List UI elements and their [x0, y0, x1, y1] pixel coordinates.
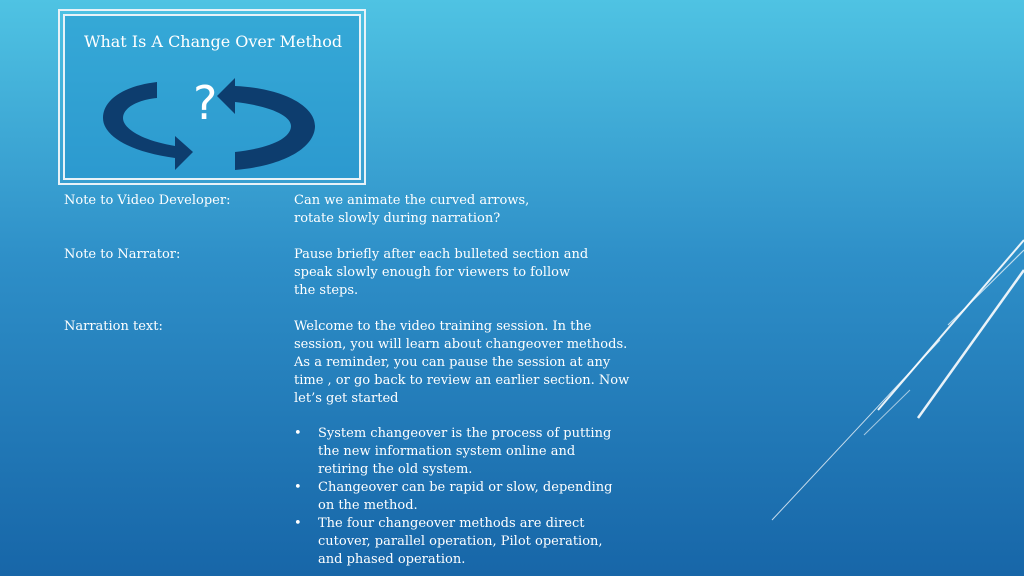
- left-curved-arrow: [103, 82, 193, 170]
- question-mark-icon: ?: [193, 76, 218, 130]
- decorative-lines: [760, 230, 1024, 530]
- title-inner: [63, 14, 361, 180]
- note-label-narration: Narration text:: [64, 319, 163, 334]
- list-item: • Changeover can be rapid or slow, depending on the method.: [294, 479, 614, 515]
- title-box: [58, 9, 366, 185]
- list-item: • System changeover is the process of putting the new information system online and retiring the old system.: [294, 425, 614, 479]
- deco-line-1: [878, 240, 1024, 410]
- note-value-developer: Can we animate the curved arrows, rotate slowly during narration?: [294, 193, 530, 226]
- slide-title: What Is A Change Over Method: [84, 32, 343, 51]
- list-item: • The four changeover methods are direct cutover, parallel operation, Pilot operation, and phased operation.: [294, 515, 614, 569]
- right-curved-arrow: [217, 78, 315, 170]
- bullet-list: [294, 425, 614, 569]
- note-value-narration: Welcome to the video training session. In the session, you will learn about changeover methods. As a reminder, you can pause the session at any time , or go back to review an earlier section. Now let’s get started: [294, 319, 630, 406]
- note-value-narrator: Pause briefly after each bulleted section and speak slowly enough for viewers to follow the steps.: [294, 247, 589, 298]
- note-label-developer: Note to Video Developer:: [64, 193, 231, 208]
- note-label-narrator: Note to Narrator:: [64, 247, 181, 262]
- deco-line-4: [772, 340, 940, 520]
